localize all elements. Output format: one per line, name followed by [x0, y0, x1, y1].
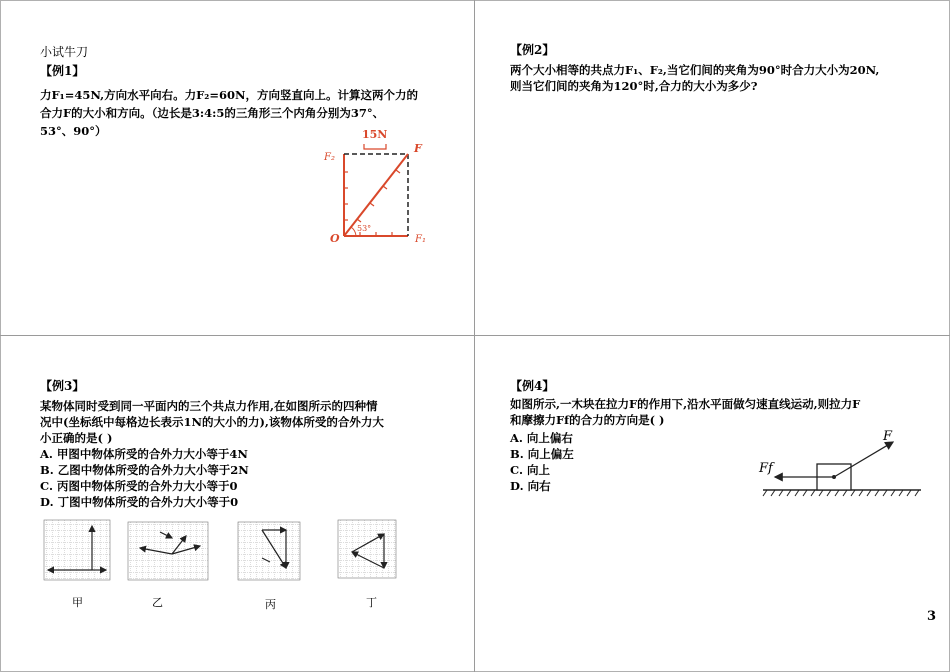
example-1-line-3: 53°、90°）: [40, 124, 107, 138]
angle-label: 53°: [357, 224, 372, 233]
example-3-line-2: 况中(坐标纸中每格边长表示1N的大小的力),该物体所受的合外力大: [40, 415, 384, 429]
grid-jia: [44, 520, 110, 580]
force-parallelogram-figure: [320, 120, 440, 250]
scale-label: 15N: [362, 128, 388, 141]
example-2-line-2: 则当它们间的夹角为120°时,合力的大小为多少?: [510, 79, 758, 93]
grid-bing: [238, 522, 300, 580]
option-c: C. 丙图中物体所受的合外力大小等于0: [40, 479, 238, 493]
pull-force-label: F: [883, 429, 893, 444]
example-4-panel: [475, 336, 950, 672]
ground-hatch: [763, 490, 919, 496]
resultant-ticks: [357, 170, 400, 222]
angle-arc: [351, 227, 356, 236]
example-1-label: 【例1】: [40, 64, 85, 78]
example-1-line-2: 合力F的大小和方向。（边长是3:4:5的三角形三个内角分别为37°、: [40, 106, 385, 120]
example-4-label: 【例4】: [510, 379, 555, 393]
grid-figures: [40, 518, 440, 598]
example-1-line-1: 力F₁=45N,方向水平向右。力F₂=60N，方向竖直向上。计算这两个力的: [40, 88, 418, 102]
f-label: F: [414, 142, 422, 155]
pull-force-arrow: [834, 442, 893, 477]
example-4-line-2: 和摩擦力Ff的合力的方向是( ): [510, 413, 665, 427]
example-3-panel: [0, 336, 474, 672]
option-b: B. 乙图中物体所受的合外力大小等于2N: [40, 463, 249, 477]
example-3-line-1: 某物体同时受到同一平面内的三个共点力作用,在如图所示的四种情: [40, 399, 378, 413]
caption-yi: 乙: [152, 596, 163, 609]
example-4-option-b: B. 向上偏左: [510, 447, 574, 461]
grid-ding: [338, 520, 396, 578]
option-d: D. 丁图中物体所受的合外力大小等于0: [40, 495, 239, 509]
option-a: A. 甲图中物体所受的合外力大小等于4N: [40, 447, 248, 461]
example-2-line-1: 两个大小相等的共点力F₁、F₂,当它们间的夹角为90°时合力大小为20N,: [510, 63, 880, 77]
example-3-label: 【例3】: [40, 379, 85, 393]
f2-label: F₂: [324, 152, 335, 163]
grid-yi: [128, 522, 208, 580]
example-1-panel: [0, 0, 474, 335]
example-2-panel: [475, 0, 950, 335]
f1-label: F₁: [415, 234, 426, 245]
block-force-figure: [755, 428, 925, 500]
example-4-option-a: A. 向上偏右: [510, 431, 573, 445]
section-title: 小试牛刀: [40, 45, 89, 59]
example-4-line-1: 如图所示,一木块在拉力F的作用下,沿水平面做匀速直线运动,则拉力F: [510, 397, 861, 411]
caption-jia: 甲: [72, 596, 83, 609]
origin-label: O: [330, 232, 340, 245]
caption-bing: 丙: [265, 598, 276, 611]
example-2-label: 【例2】: [510, 43, 555, 57]
resultant-vector: [344, 154, 408, 236]
page-number: 3: [926, 609, 936, 624]
scale-bracket: [364, 144, 386, 149]
example-4-option-d: D. 向右: [510, 479, 551, 493]
example-4-option-c: C. 向上: [510, 463, 550, 477]
example-3-line-3: 小正确的是( ): [40, 431, 113, 445]
friction-force-label: Ff: [759, 461, 773, 476]
caption-ding: 丁: [366, 596, 377, 609]
